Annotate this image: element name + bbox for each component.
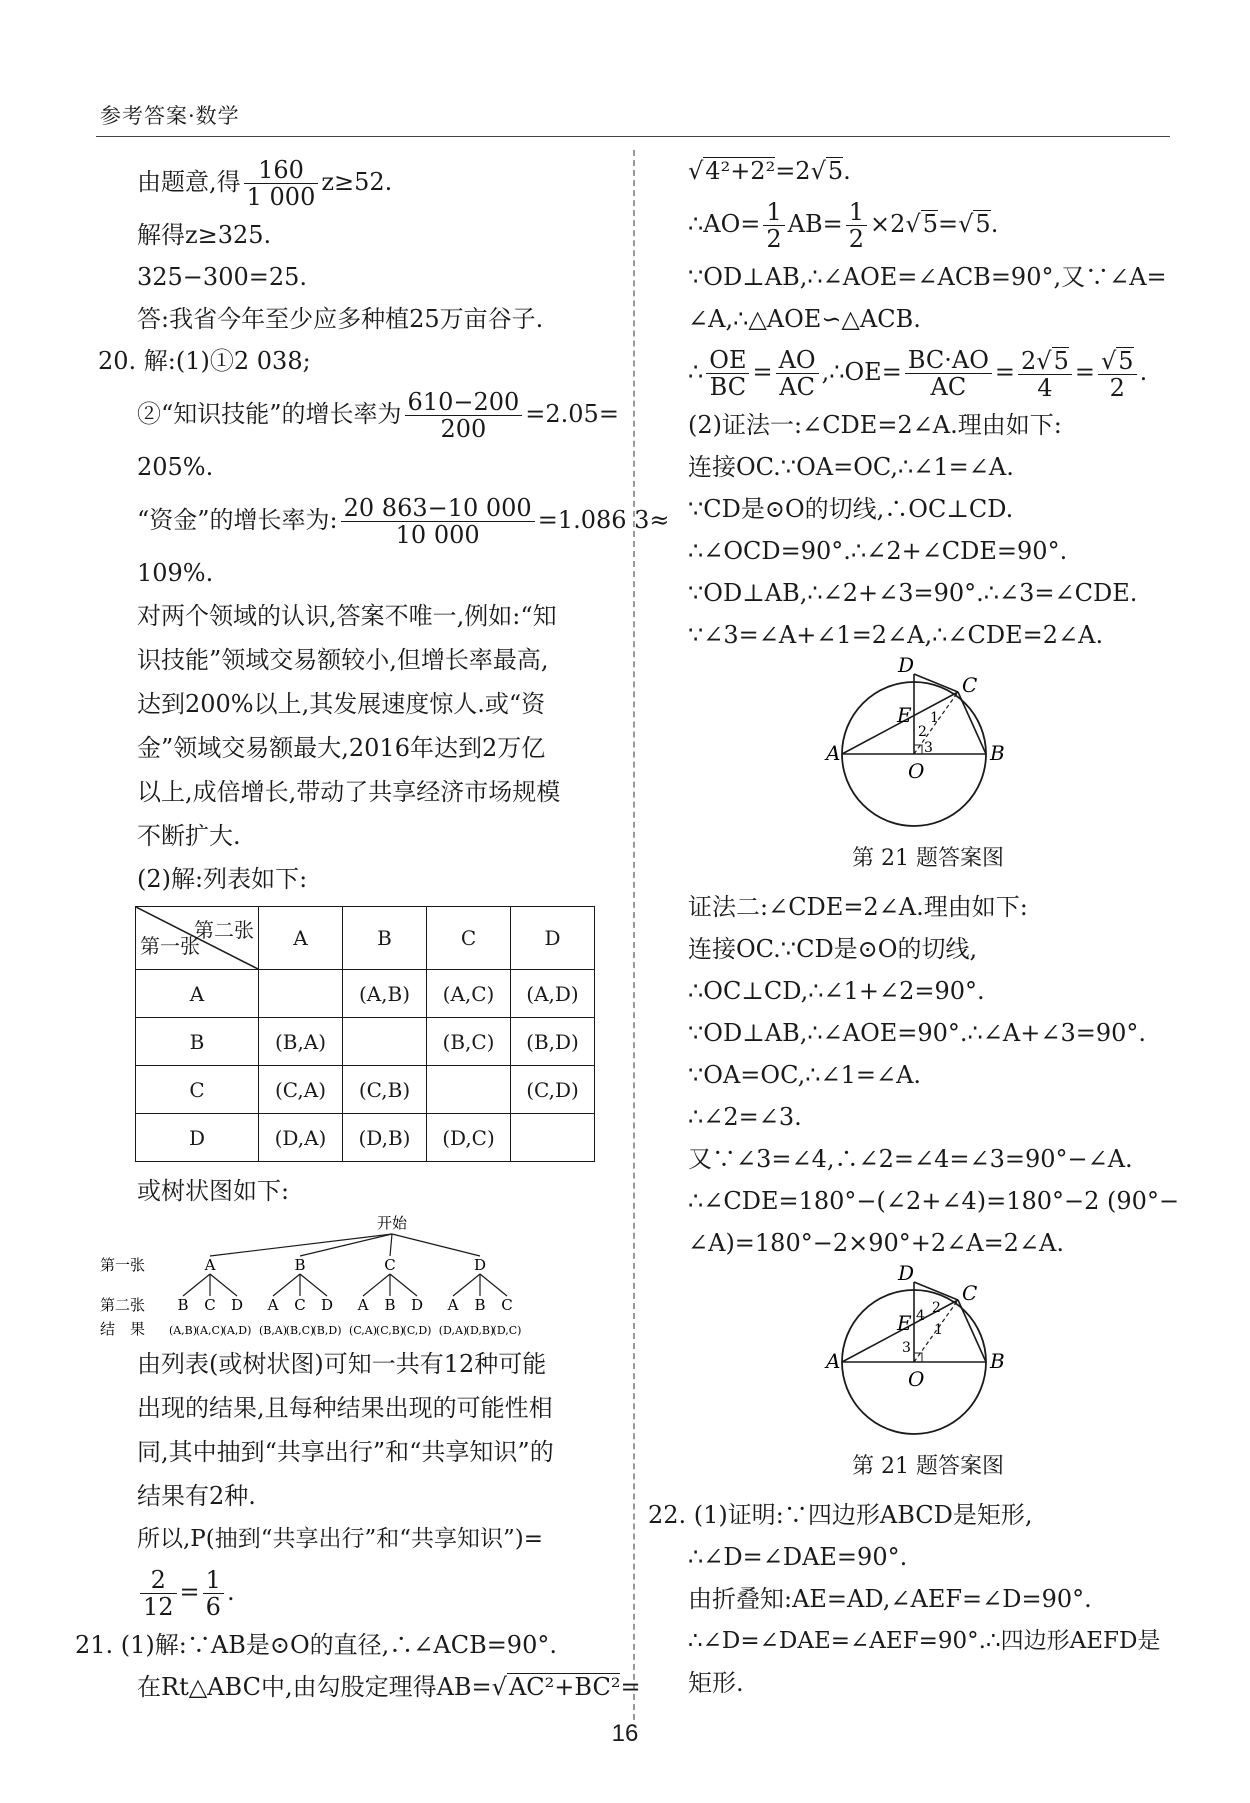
- tree-branch: [453, 1274, 480, 1296]
- line-growth-fund: [100, 488, 670, 552]
- paragraph-conclusion: 由列表(或树状图)可知一共有12种可能出现的结果,且每种结果出现的可能性相同,其中抽到“共享出行”和“共享知识”的结果有2种.: [137, 1350, 554, 1510]
- tree-result: (A,D): [222, 1324, 252, 1337]
- line-q22: 由折叠知:AE=AD,∠AEF=∠D=90°.: [688, 1585, 1092, 1613]
- segment-cb: [958, 692, 986, 754]
- text: ②“知识技能”的增长率为: [137, 400, 402, 428]
- tree-node-first: D: [473, 1256, 487, 1274]
- angle-label-1: 1: [934, 1322, 943, 1338]
- tree-result: (C,A): [348, 1324, 378, 1337]
- tree-node-first: C: [384, 1256, 396, 1274]
- numerator: 2: [140, 1567, 177, 1594]
- text: .: [1139, 358, 1148, 386]
- denominator: 2: [1109, 373, 1125, 402]
- label-o: O: [908, 759, 925, 783]
- label-e: E: [897, 1311, 912, 1335]
- table-row: [136, 1066, 595, 1114]
- table-cell: [427, 1066, 511, 1114]
- line-q22: ∴∠D=∠DAE=90°.: [688, 1543, 908, 1571]
- tree-result: (B,C): [285, 1324, 315, 1337]
- tree-node-second: C: [294, 1296, 306, 1314]
- denominator: 6: [205, 1593, 221, 1621]
- text: =1.086 3≈: [537, 506, 670, 534]
- tree-result: (A,B): [168, 1324, 198, 1337]
- tree-branch: [183, 1274, 210, 1296]
- fraction: [341, 495, 535, 548]
- line-probability: 所以,P(抽到“共享出行”和“共享知识”)=: [137, 1526, 544, 1552]
- tree-node-second: B: [384, 1296, 396, 1314]
- tree-node-second: D: [410, 1296, 424, 1314]
- geometry-figure-1: [688, 656, 1168, 836]
- radicand: 5: [922, 210, 938, 238]
- table-row-header: C: [136, 1066, 259, 1114]
- label-b: B: [990, 741, 1005, 765]
- text: 由题意,得: [137, 168, 241, 196]
- header-rule: [96, 136, 1170, 137]
- tree-level-label: 结 果: [100, 1320, 146, 1338]
- table-cell: (A,D): [511, 970, 595, 1018]
- table-cell: (B,A): [259, 1018, 343, 1066]
- label-a: A: [826, 1349, 841, 1373]
- denominator: 12: [143, 1593, 174, 1621]
- radicand: 5: [827, 157, 844, 185]
- numerator: 1: [203, 1567, 224, 1594]
- line-proof2: 连接OC.∵CD是⊙O的切线,: [688, 935, 978, 963]
- numerator: BC·AO: [905, 347, 992, 374]
- page-number: 16: [611, 1720, 639, 1747]
- outcome-table: [135, 906, 595, 1162]
- text: ,∴OE=: [821, 358, 902, 386]
- tree-node-second: D: [230, 1296, 244, 1314]
- line-proof1: ∵OD⊥AB,∴∠2+∠3=90°.∴∠3=∠CDE.: [688, 579, 1138, 607]
- tree-node-second: D: [320, 1296, 334, 1314]
- label-d: D: [898, 1264, 915, 1285]
- line-growth-skill: [100, 382, 620, 446]
- table-cell: (C,D): [511, 1066, 595, 1114]
- numerator: 1: [763, 199, 784, 226]
- line-tree-intro: 或树状图如下:: [137, 1177, 290, 1205]
- tree-node-first: B: [294, 1256, 306, 1274]
- table-col-header: C: [427, 907, 511, 970]
- label-o: O: [908, 1367, 925, 1391]
- text: 2: [1021, 346, 1037, 375]
- angle-label-3: 3: [902, 1340, 911, 1356]
- text: =2: [775, 157, 811, 185]
- line-sqrt-result: √4²+2²=2√5.: [688, 157, 851, 185]
- table-col-header: D: [511, 907, 595, 970]
- line-proof2: ∵OA=OC,∴∠1=∠A.: [688, 1061, 922, 1089]
- table-row-header: B: [136, 1018, 259, 1066]
- fraction: [1018, 347, 1072, 401]
- tree-node-first: A: [204, 1256, 216, 1274]
- line-ratio: ∴ $\frac{OE}{BC}$ = $\frac{AO}{AC}$ ,∴OE= $\frac{BC\cdot AO}{AC}$ = $\frac{2√5}{4}$ = $\frac{√5}{2}$ .: [688, 346, 1148, 402]
- table-cell: (D,C): [427, 1114, 511, 1162]
- line-list-intro: (2)解:列表如下:: [137, 865, 308, 893]
- tree-result: (D,B): [465, 1324, 495, 1337]
- tree-node-second: A: [447, 1296, 459, 1314]
- tree-node-second: B: [474, 1296, 486, 1314]
- fraction: [763, 199, 784, 252]
- text: .: [843, 157, 851, 185]
- tree-branch: [392, 1234, 480, 1256]
- numerator: √5: [1098, 347, 1137, 375]
- tree-level-label: 第一张: [100, 1256, 146, 1274]
- radicand: 5: [975, 210, 991, 238]
- tree-node-second: C: [204, 1296, 216, 1314]
- angle-label-3: 3: [924, 740, 933, 756]
- column-divider: [633, 150, 635, 1720]
- text: =: [752, 358, 773, 386]
- table-col-header: B: [343, 907, 427, 970]
- angle-label-4: 4: [916, 1308, 925, 1324]
- line-q22: 矩形.: [688, 1669, 744, 1697]
- table-cell: [259, 970, 343, 1018]
- numerator: OE: [706, 347, 749, 374]
- radicand: 4²+2²: [705, 157, 776, 185]
- line-proof2: 又∵∠3=∠4,∴∠2=∠4=∠3=90°−∠A.: [688, 1145, 1133, 1173]
- label-e: E: [897, 703, 912, 727]
- tree-branch: [300, 1274, 327, 1296]
- line-proof2: ∴∠CDE=180°−(∠2+∠4)=180°−2 (90°−: [688, 1187, 1180, 1215]
- text: =: [938, 210, 959, 238]
- numerator: 610−200: [405, 389, 523, 416]
- numerator: AO: [776, 347, 819, 374]
- fraction: [776, 347, 819, 400]
- fraction: [140, 1567, 177, 1620]
- fraction: [846, 199, 867, 252]
- question-21-heading: 21. (1)解:∵AB是⊙O的直径,∴∠ACB=90°.: [75, 1631, 557, 1659]
- tree-result: (B,A): [258, 1324, 288, 1337]
- numerator: 1: [846, 199, 867, 226]
- line-205: 205%.: [137, 453, 214, 481]
- table-row: [136, 1114, 595, 1162]
- text: =: [620, 1673, 641, 1701]
- line-answer: 答:我省今年至少应多种植25万亩谷子.: [137, 305, 544, 333]
- denominator: AC: [779, 373, 815, 401]
- line-proof1-head: (2)证法一:∠CDE=2∠A.理由如下:: [688, 411, 1062, 439]
- table-cell: (C,A): [259, 1066, 343, 1114]
- fraction: [203, 1567, 224, 1620]
- table-cell: (A,B): [343, 970, 427, 1018]
- tree-branch: [210, 1274, 237, 1296]
- tree-level-label: 第二张: [100, 1296, 146, 1314]
- text: z≥52.: [321, 168, 393, 196]
- text: .: [990, 210, 999, 238]
- label-b: B: [990, 1349, 1005, 1373]
- question-20-heading: 20. 解:(1)①2 038;: [98, 347, 311, 375]
- line-proof1: 连接OC.∵OA=OC,∴∠1=∠A.: [688, 453, 1014, 481]
- page-header: 参考答案·数学: [100, 104, 240, 128]
- line-proof2: ∵OD⊥AB,∴∠AOE=90°.∴∠A+∠3=90°.: [688, 1019, 1147, 1047]
- tree-branch: [363, 1274, 390, 1296]
- denominator: 2: [848, 225, 865, 253]
- tree-node-second: C: [501, 1296, 513, 1314]
- tree-result: (C,D): [402, 1324, 432, 1337]
- table-cell: [343, 1018, 427, 1066]
- figure-caption-1: 第 21 题答案图: [852, 846, 1004, 871]
- radicand: 5: [1053, 346, 1069, 375]
- denominator: 4: [1037, 373, 1053, 402]
- line-od-ab: ∵OD⊥AB,∴∠AOE=∠ACB=90°,又∵∠A=: [688, 263, 1167, 291]
- table-row: [136, 1018, 595, 1066]
- label-c: C: [962, 1281, 978, 1305]
- table-col-header: A: [259, 907, 343, 970]
- line-proof2: ∠A)=180°−2×90°+2∠A=2∠A.: [688, 1229, 1065, 1257]
- numerator: 2√5: [1018, 347, 1072, 375]
- table-cell: (A,C): [427, 970, 511, 1018]
- line-109: 109%.: [137, 559, 214, 587]
- segment-cb: [958, 1300, 986, 1362]
- tree-root: 开始: [376, 1214, 408, 1232]
- fraction: [244, 157, 319, 210]
- corner-label-bottom: 第一张: [140, 934, 200, 958]
- radicand: 5: [1118, 346, 1134, 375]
- angle-label-1: 1: [930, 710, 939, 726]
- tree-result: (B,D): [312, 1324, 342, 1337]
- text: =2.05=: [525, 400, 619, 428]
- label-d: D: [898, 656, 915, 677]
- line-proof1: ∵∠3=∠A+∠1=2∠A,∴∠CDE=2∠A.: [688, 621, 1104, 649]
- tree-branch: [300, 1234, 392, 1256]
- tree-branch: [273, 1274, 300, 1296]
- line-proof1: ∵CD是⊙O的切线,∴OC⊥CD.: [688, 495, 1014, 523]
- text: ∴AO=: [688, 210, 761, 238]
- tree-branch: [480, 1274, 507, 1296]
- paragraph-analysis: 对两个领域的认识,答案不唯一,例如:“知识技能”领域交易额较小,但增长率最高,达到200%以上,其发展速度惊人.或“资金”领域交易额最大,2016年达到2万亿以上,成倍增长,带动了共享经济市场规模不断扩大.: [137, 602, 561, 850]
- text: 在Rt△ABC中,由勾股定理得AB=: [137, 1673, 492, 1701]
- tree-result: (D,A): [438, 1324, 468, 1337]
- fraction: [405, 389, 523, 442]
- line-proof2: ∴∠2=∠3.: [688, 1103, 802, 1131]
- denominator: 10 000: [395, 521, 480, 549]
- angle-label-2: 2: [918, 724, 927, 740]
- denominator: AC: [930, 373, 967, 401]
- tree-diagram: [100, 1212, 620, 1342]
- left-column: [75, 150, 670, 1708]
- table-row-header: D: [136, 1114, 259, 1162]
- tree-branch: [210, 1234, 392, 1256]
- fraction: [706, 347, 749, 400]
- figure-caption-2: 第 21 题答案图: [852, 1454, 1004, 1479]
- table-cell: (B,D): [511, 1018, 595, 1066]
- table-cell: [511, 1114, 595, 1162]
- tree-result: (C,B): [375, 1324, 405, 1337]
- line-proof2: ∴OC⊥CD,∴∠1+∠2=90°.: [688, 977, 985, 1005]
- tree-node-second: A: [357, 1296, 369, 1314]
- fraction: [1098, 347, 1137, 401]
- label-c: C: [962, 673, 978, 697]
- table-header-row: [136, 907, 595, 970]
- denominator: BC: [709, 373, 747, 401]
- right-column: [648, 150, 1180, 1704]
- line-diff: 325−300=25.: [137, 263, 308, 291]
- table-row-header: A: [136, 970, 259, 1018]
- table-cell: (B,C): [427, 1018, 511, 1066]
- geometry-figure-2: [688, 1264, 1168, 1444]
- tree-result: (A,C): [195, 1324, 225, 1337]
- numerator: 160: [244, 157, 319, 184]
- line-ao: ∴AO= $\frac{1}{2}$ AB= $\frac{1}{2}$ ×2√5=√5.: [688, 198, 999, 253]
- tree-branch: [390, 1234, 392, 1256]
- table-cell: (D,B): [343, 1114, 427, 1162]
- table-row: [136, 970, 595, 1018]
- text: ×2: [870, 210, 906, 238]
- denominator: 2: [766, 225, 782, 253]
- line-probability-value: $\frac{2}{12}$ = $\frac{1}{6}$ .: [100, 1560, 620, 1624]
- tree-node-second: B: [177, 1296, 189, 1314]
- numerator: 20 863−10 000: [341, 495, 535, 522]
- tree-node-second: A: [267, 1296, 279, 1314]
- tree-result: (D,C): [492, 1324, 522, 1337]
- denominator: 200: [440, 415, 487, 443]
- table-cell: (D,A): [259, 1114, 343, 1162]
- angle-label-2: 2: [932, 1300, 941, 1316]
- text: ∴: [688, 358, 704, 386]
- line-q22: ∴∠D=∠DAE=∠AEF=90°.∴四边形AEFD是: [688, 1628, 1161, 1654]
- question-22-heading: 22. (1)证明:∵四边形ABCD是矩形,: [648, 1501, 1033, 1529]
- radicand: AC²+BC²: [508, 1673, 621, 1701]
- text: “资金”的增长率为:: [137, 506, 338, 534]
- table-corner: [136, 907, 259, 970]
- denominator: 1 000: [246, 183, 316, 211]
- text: AB=: [787, 210, 843, 238]
- label-a: A: [826, 741, 841, 765]
- fraction: [905, 347, 992, 400]
- corner-label-top: 第二张: [194, 918, 254, 942]
- line-proof1: ∴∠OCD=90°.∴∠2+∠CDE=90°.: [688, 537, 1068, 565]
- line-similar: ∠A,∴△AOE∽△ACB.: [688, 305, 921, 333]
- line-inequality: [100, 150, 620, 214]
- line-proof2-head: 证法二:∠CDE=2∠A.理由如下:: [688, 893, 1028, 921]
- line-pythagoras: 在Rt△ABC中,由勾股定理得AB=√AC²+BC²=: [137, 1673, 641, 1701]
- tree-branch: [390, 1274, 417, 1296]
- line-solve: 解得z≥325.: [137, 221, 272, 249]
- table-cell: (C,B): [343, 1066, 427, 1114]
